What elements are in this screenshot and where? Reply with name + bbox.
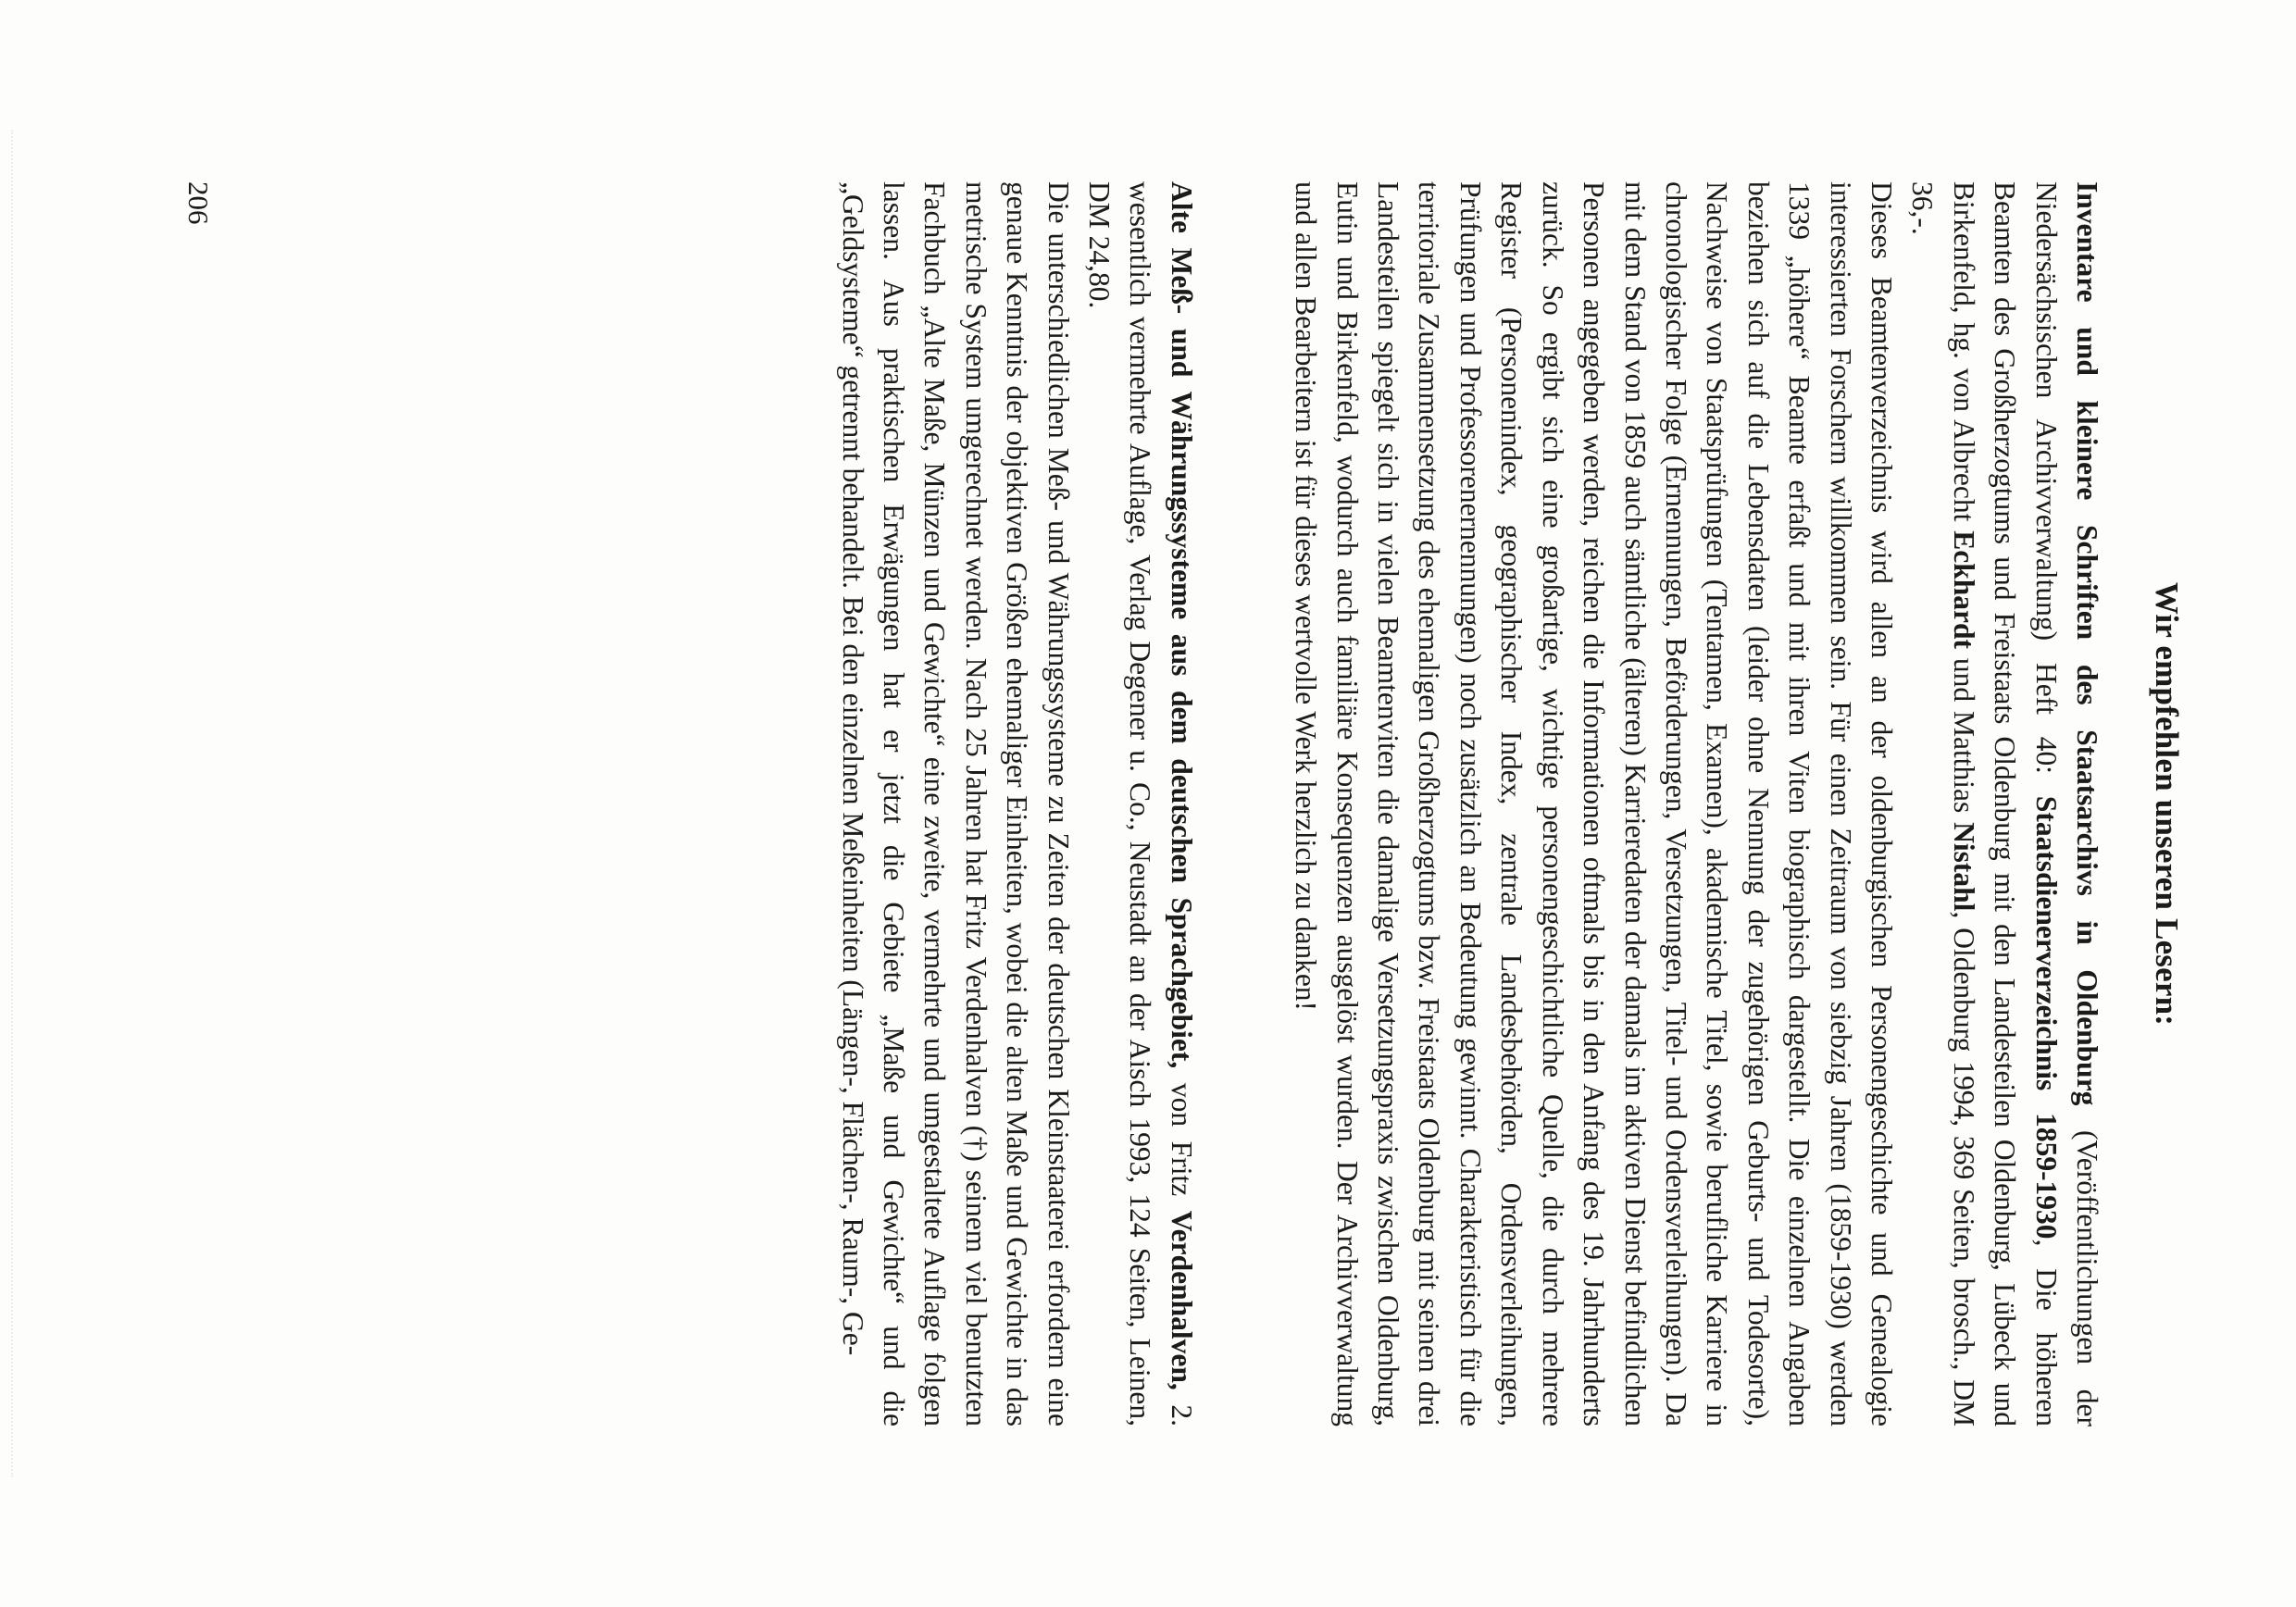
review-2-author: Verdenhalven, bbox=[1165, 1210, 1198, 1390]
review-1-pubinfo: , Oldenburg 1994, 369 Seiten, brosch., DM 36,-. bbox=[1906, 181, 1980, 1427]
page-number: 206 bbox=[182, 181, 215, 225]
review-1-body: Dieses Beamtenverzeichnis wird allen an der oldenburgischen Personengeschichte und Genealogie interessierten Forschern willkommen sein. Für einen Zeitraum von siebzig Jahren (1859-1930) werden 1339 „höhere“ Beamte erfaßt und mit ihren Viten biographisch dargestellt. Die einzelnen Angaben beziehen sich auf die Lebensdaten (leider ohne Nennung der zugehörigen Geburts- und Todesorte), Nachweise von Staatsprüfungen (Tentamen, Examen), akademische Titel, sowie berufliche Karriere in chronologischer Folge (Ernennungen, Beförderungen, Versetzungen, Titel- und Ordensverleihungen). Da mit dem Stand von 1859 auch sämtliche (älteren) Karrieredaten der damals im aktiven Dienst befindlichen Personen angegeben werden, reichen die Informationen oftmals bis in den Anfang des 19. Jahrhunderts zurück. So ergibt sich eine großartige, wichtige personengeschichtliche Quelle, die durch mehrere Register (Personenindex, geographischer Index, zentrale Landesbehörden, Ordensverleihungen, Prüfungen und Professorenernennungen) noch zusätzlich an Bedeutung gewinnt. Charakteristisch für die territoriale Zusammensetzung des ehemaligen Großherzogtums bzw. Freistaats Oldenburg mit seinen drei Landesteilen spiegelt sich in vielen Beamtenviten die damalige Versetzungspraxis zwischen Oldenburg, Eutin und Birkenfeld, wodurch auch familiäre Konsequenzen ausgelöst wurden. Der Archivverwaltung und allen Bearbeitern ist für dieses wertvolle Werk herzlich zu danken! bbox=[1290, 181, 1898, 1426]
page-heading: Wir empfehlen unseren Lesern: bbox=[2149, 581, 2185, 1027]
review-1-series-info: (Veröffentlichungen der Niedersächsischen Archivverwaltung) Heft 40: bbox=[2029, 181, 2103, 1426]
review-1-editor-join: und Matthias bbox=[1947, 649, 1980, 823]
review-2-body: Die unterschiedlichen Meß- und Währungssysteme zu Zeiten der deutschen Kleinstaaterei erfordern eine genaue Kenntnis der objektiven Größen ehemaliger Einheiten, wobei die alten Maße und Gewichte in das metrische System umgerechnet werden. Nach 25 Jahren hat Fritz Verdenhalven (†) seinem viel benutzten Fachbuch „Alte Maße, Münzen und Gewichte“ eine zweite, vermehrte und umgestaltete Auflage folgen lassen. Aus praktischen Erwägungen hat er jetzt die Gebiete „Maße und Gewichte“ und die „Geldsysteme“ getrennt behandelt. Bei den einzelnen Meßeinheiten (Längen-, Flächen-, Raum-, Ge- bbox=[836, 181, 1075, 1426]
review-1-series-title: Inventare und kleinere Schriften des Staatsarchivs in Oldenburg bbox=[2071, 181, 2103, 1106]
scan-edge-marks bbox=[0, 130, 13, 1477]
review-1-book-title: Staatsdienerverzeichnis 1859-1930 bbox=[2029, 795, 2063, 1240]
review-1-citation bbox=[1902, 181, 2107, 1426]
review-2-citation bbox=[1079, 181, 1202, 1426]
review-1-subtitle: , Die höheren Beamten des Großherzogtums und Freistaats Oldenburg mit den Landesteilen Oldenburg, Lübeck und Birkenfeld, hg. von Albrecht bbox=[1947, 181, 2063, 1426]
review-2-title: Alte Meß- und Währungssysteme aus dem deutschen Sprachgebiet, bbox=[1165, 181, 1198, 1069]
review-2-author-pre: von Fritz bbox=[1165, 1068, 1198, 1211]
review-2-pubinfo: 2. wesentlich vermehrte Auflage, Verlag Degener u. Co., Neustadt an der Aisch 1993, 124 Seiten, Leinen, DM 24,80. bbox=[1083, 181, 1198, 1427]
page-content bbox=[831, 181, 2185, 1426]
review-1-editor-1: Eckhardt bbox=[1947, 530, 1980, 649]
review-1-editor-2: Nistahl bbox=[1947, 822, 1980, 912]
section-gap bbox=[1202, 181, 1285, 1426]
